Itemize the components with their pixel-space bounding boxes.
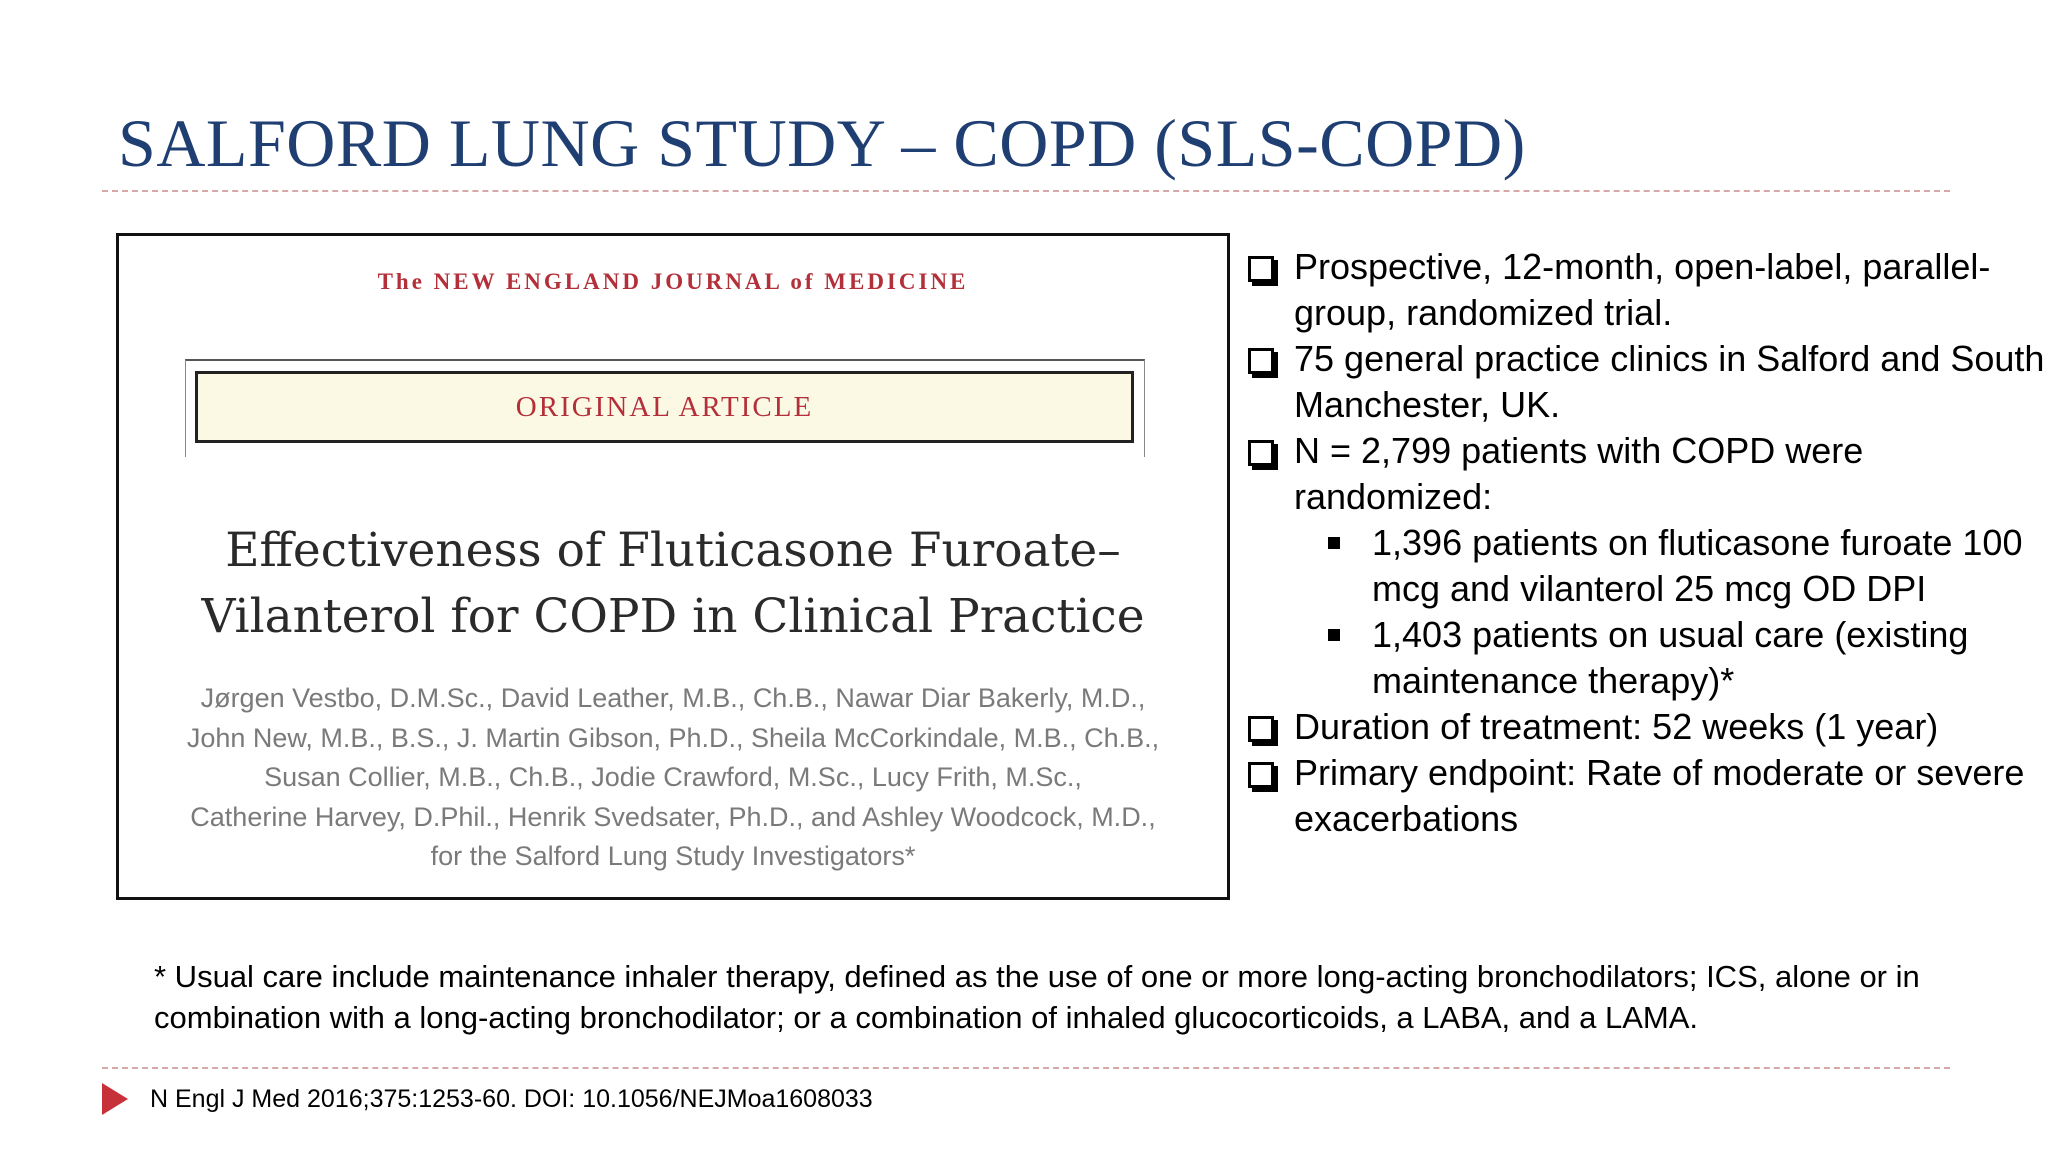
checkbox-bullet-icon xyxy=(1248,440,1274,466)
article-authors xyxy=(119,679,1227,877)
article-title-line: Vilanterol for COPD in Clinical Practice xyxy=(201,589,1145,644)
sub-bullet-text: 1,396 patients on fluticasone furoate 100 mcg and vilanterol 25 mcg OD DPI xyxy=(1372,522,2023,609)
checkbox-bullet-icon xyxy=(1248,256,1274,282)
square-bullet-icon xyxy=(1328,629,1340,641)
bullet-point xyxy=(1248,750,2048,842)
bullet-point xyxy=(1248,704,2048,750)
author-line: Jørgen Vestbo, D.M.Sc., David Leather, M.B., Ch.B., Nawar Diar Bakerly, M.D., xyxy=(200,683,1146,713)
triangle-marker-icon xyxy=(102,1083,128,1115)
author-line: Susan Collier, M.B., Ch.B., Jodie Crawford, M.Sc., Lucy Frith, M.Sc., xyxy=(264,762,1082,792)
section-label: ORIGINAL ARTICLE xyxy=(515,390,814,423)
checkbox-bullet-icon xyxy=(1248,348,1274,374)
author-line: Catherine Harvey, D.Phil., Henrik Svedsater, Ph.D., and Ashley Woodcock, M.D., xyxy=(190,801,1156,832)
sub-bullet-point xyxy=(1248,612,2048,704)
article-title-line: Effectiveness of Fluticasone Furoate– xyxy=(225,523,1121,578)
journal-name: The NEW ENGLAND JOURNAL of MEDICINE xyxy=(377,269,969,294)
slide-title: SALFORD LUNG STUDY – COPD (SLS-COPD) xyxy=(118,105,1526,181)
footnote: * Usual care include maintenance inhaler therapy, defined as the use of one or more long-acting bronchodilators; ICS, alone or in combination with a long-acting bronchodilator; or a combination of inhaled glucocorticoids, a LABA, and a LAMA. xyxy=(154,959,1920,1035)
checkbox-bullet-icon xyxy=(1248,716,1274,742)
bullet-text: Primary endpoint: Rate of moderate or severe exacerbations xyxy=(1294,752,2025,839)
section-box xyxy=(195,371,1134,443)
article-image xyxy=(116,233,1230,900)
top-divider xyxy=(102,190,1950,192)
bottom-divider xyxy=(102,1067,1950,1069)
author-line: for the Salford Lung Study Investigators* xyxy=(430,841,916,871)
bullet-point xyxy=(1248,428,2048,520)
bullet-text: 75 general practice clinics in Salford and South Manchester, UK. xyxy=(1294,338,2045,425)
article-title xyxy=(119,518,1227,650)
bullet-text: Duration of treatment: 52 weeks (1 year) xyxy=(1294,706,1939,747)
bullet-text: N = 2,799 patients with COPD were randomized: xyxy=(1294,430,1864,517)
bullet-point xyxy=(1248,244,2048,336)
citation: N Engl J Med 2016;375:1253-60. DOI: 10.1056/NEJMoa1608033 xyxy=(150,1085,873,1113)
study-points xyxy=(1248,244,2048,842)
bullet-point xyxy=(1248,336,2048,428)
square-bullet-icon xyxy=(1328,537,1340,549)
author-line: John New, M.B., B.S., J. Martin Gibson, Ph.D., Sheila McCorkindale, M.B., Ch.B., xyxy=(186,722,1160,753)
bullet-text: Prospective, 12-month, open-label, parallel-group, randomized trial. xyxy=(1294,246,1991,333)
sub-bullet-text: 1,403 patients on usual care (existing maintenance therapy)* xyxy=(1372,614,1969,701)
sub-bullet-point xyxy=(1248,520,2048,612)
checkbox-bullet-icon xyxy=(1248,762,1274,788)
